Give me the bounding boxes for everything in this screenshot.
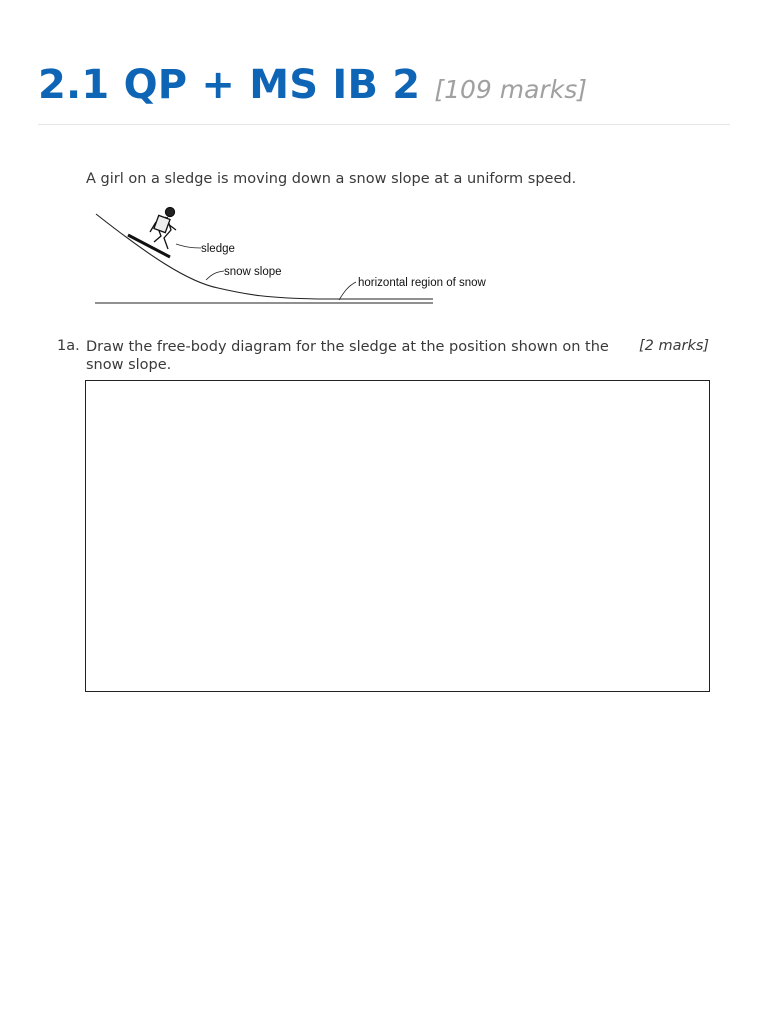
document-title: 2.1 QP + MS IB 2	[38, 62, 421, 108]
title-divider	[38, 124, 730, 125]
total-marks: [109 marks]	[434, 75, 587, 104]
answer-box[interactable]	[85, 380, 710, 692]
sledge-slope-figure	[88, 200, 508, 310]
label-snow-slope: snow slope	[224, 266, 282, 278]
question-marks: [2 marks]	[639, 338, 710, 354]
question-number: 1a.	[57, 338, 80, 354]
question-text: Draw the free-body diagram for the sledge at the position shown on the snow slope.	[86, 339, 609, 373]
label-horizontal-region: horizontal region of snow	[358, 277, 486, 289]
girl-figure	[150, 208, 176, 250]
label-sledge: sledge	[201, 243, 235, 255]
question-intro: A girl on a sledge is moving down a snow slope at a uniform speed.	[86, 171, 577, 187]
page-title	[38, 62, 587, 108]
